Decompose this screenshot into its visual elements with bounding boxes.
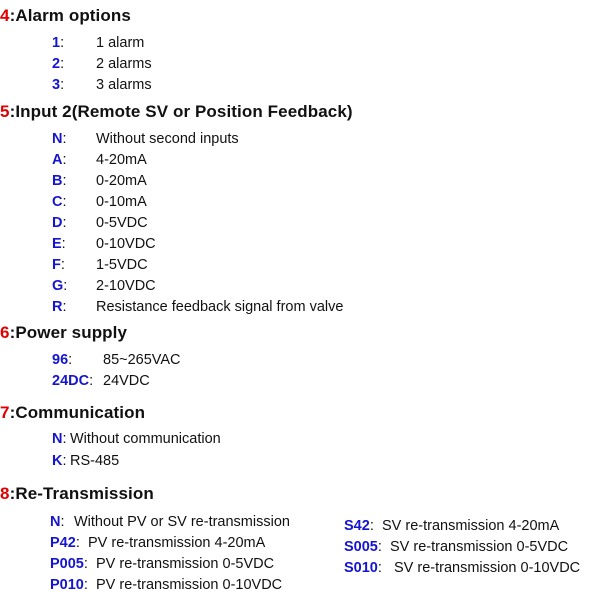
section-heading-input-2 — [0, 102, 353, 122]
option-description: 3 alarms — [96, 77, 152, 93]
option-code: R: — [52, 299, 67, 315]
option-description: 1 alarm — [96, 35, 145, 51]
option-description: 85~265VAC — [103, 352, 181, 368]
option-code: P010: — [50, 577, 88, 593]
option-description: Resistance feedback signal from valve — [96, 299, 344, 315]
option-code: S42: — [344, 518, 374, 534]
option-code: E: — [52, 236, 66, 252]
section-title: :Re-Transmission — [9, 484, 154, 503]
option-code: D: — [52, 215, 67, 231]
section-number: 4 — [0, 6, 10, 25]
option-code: S010: — [344, 560, 382, 576]
option-description: 0-10mA — [96, 194, 147, 210]
option-code: P42: — [50, 535, 80, 551]
option-description: 0-5VDC — [96, 215, 148, 231]
option-description: SV re-transmission 0-10VDC — [394, 560, 581, 576]
option-code: K: — [52, 453, 67, 469]
option-code: N: — [52, 131, 67, 147]
option-code: B: — [52, 173, 67, 189]
option-code: 1: — [52, 35, 65, 51]
option-code: A: — [52, 152, 67, 168]
option-description: Without communication — [70, 431, 221, 447]
option-description: SV re-transmission 4-20mA — [382, 518, 560, 534]
option-code: 24DC: — [52, 373, 94, 389]
section-number: 6 — [0, 323, 10, 342]
option-code: P005: — [50, 556, 88, 572]
option-description: Without PV or SV re-transmission — [74, 514, 290, 530]
option-description: 4-20mA — [96, 152, 147, 168]
section-number: 5 — [0, 102, 10, 121]
option-code: S005: — [344, 539, 382, 555]
option-description: 2 alarms — [96, 56, 152, 72]
option-code: N: — [52, 431, 67, 447]
section-heading-alarm-options — [0, 6, 131, 26]
section-heading-re-transmission — [0, 484, 154, 504]
section-number: 8 — [0, 484, 10, 503]
option-code: 2: — [52, 56, 65, 72]
section-title: :Communication — [9, 403, 146, 422]
option-description: RS-485 — [70, 453, 120, 469]
section-heading-power-supply — [0, 323, 127, 343]
option-description: 1-5VDC — [96, 257, 148, 273]
option-description: 24VDC — [103, 373, 150, 389]
section-title: :Input 2(Remote SV or Position Feedback) — [9, 102, 353, 121]
section-title: :Power supply — [9, 323, 128, 342]
section-number: 7 — [0, 403, 10, 422]
section-heading-communication — [0, 403, 145, 423]
option-description: PV re-transmission 0-10VDC — [96, 577, 283, 593]
option-description: PV re-transmission 4-20mA — [88, 535, 266, 551]
section-title: :Alarm options — [9, 6, 131, 25]
option-description: PV re-transmission 0-5VDC — [96, 556, 275, 572]
option-description: 0-20mA — [96, 173, 147, 189]
option-description: 2-10VDC — [96, 278, 156, 294]
option-description: Without second inputs — [96, 131, 239, 147]
option-code: G: — [52, 278, 68, 294]
option-code: 96: — [52, 352, 73, 368]
option-code: F: — [52, 257, 65, 273]
option-code: C: — [52, 194, 67, 210]
option-description: 0-10VDC — [96, 236, 156, 252]
option-code: N: — [50, 514, 65, 530]
option-code: 3: — [52, 77, 65, 93]
option-description: SV re-transmission 0-5VDC — [390, 539, 569, 555]
